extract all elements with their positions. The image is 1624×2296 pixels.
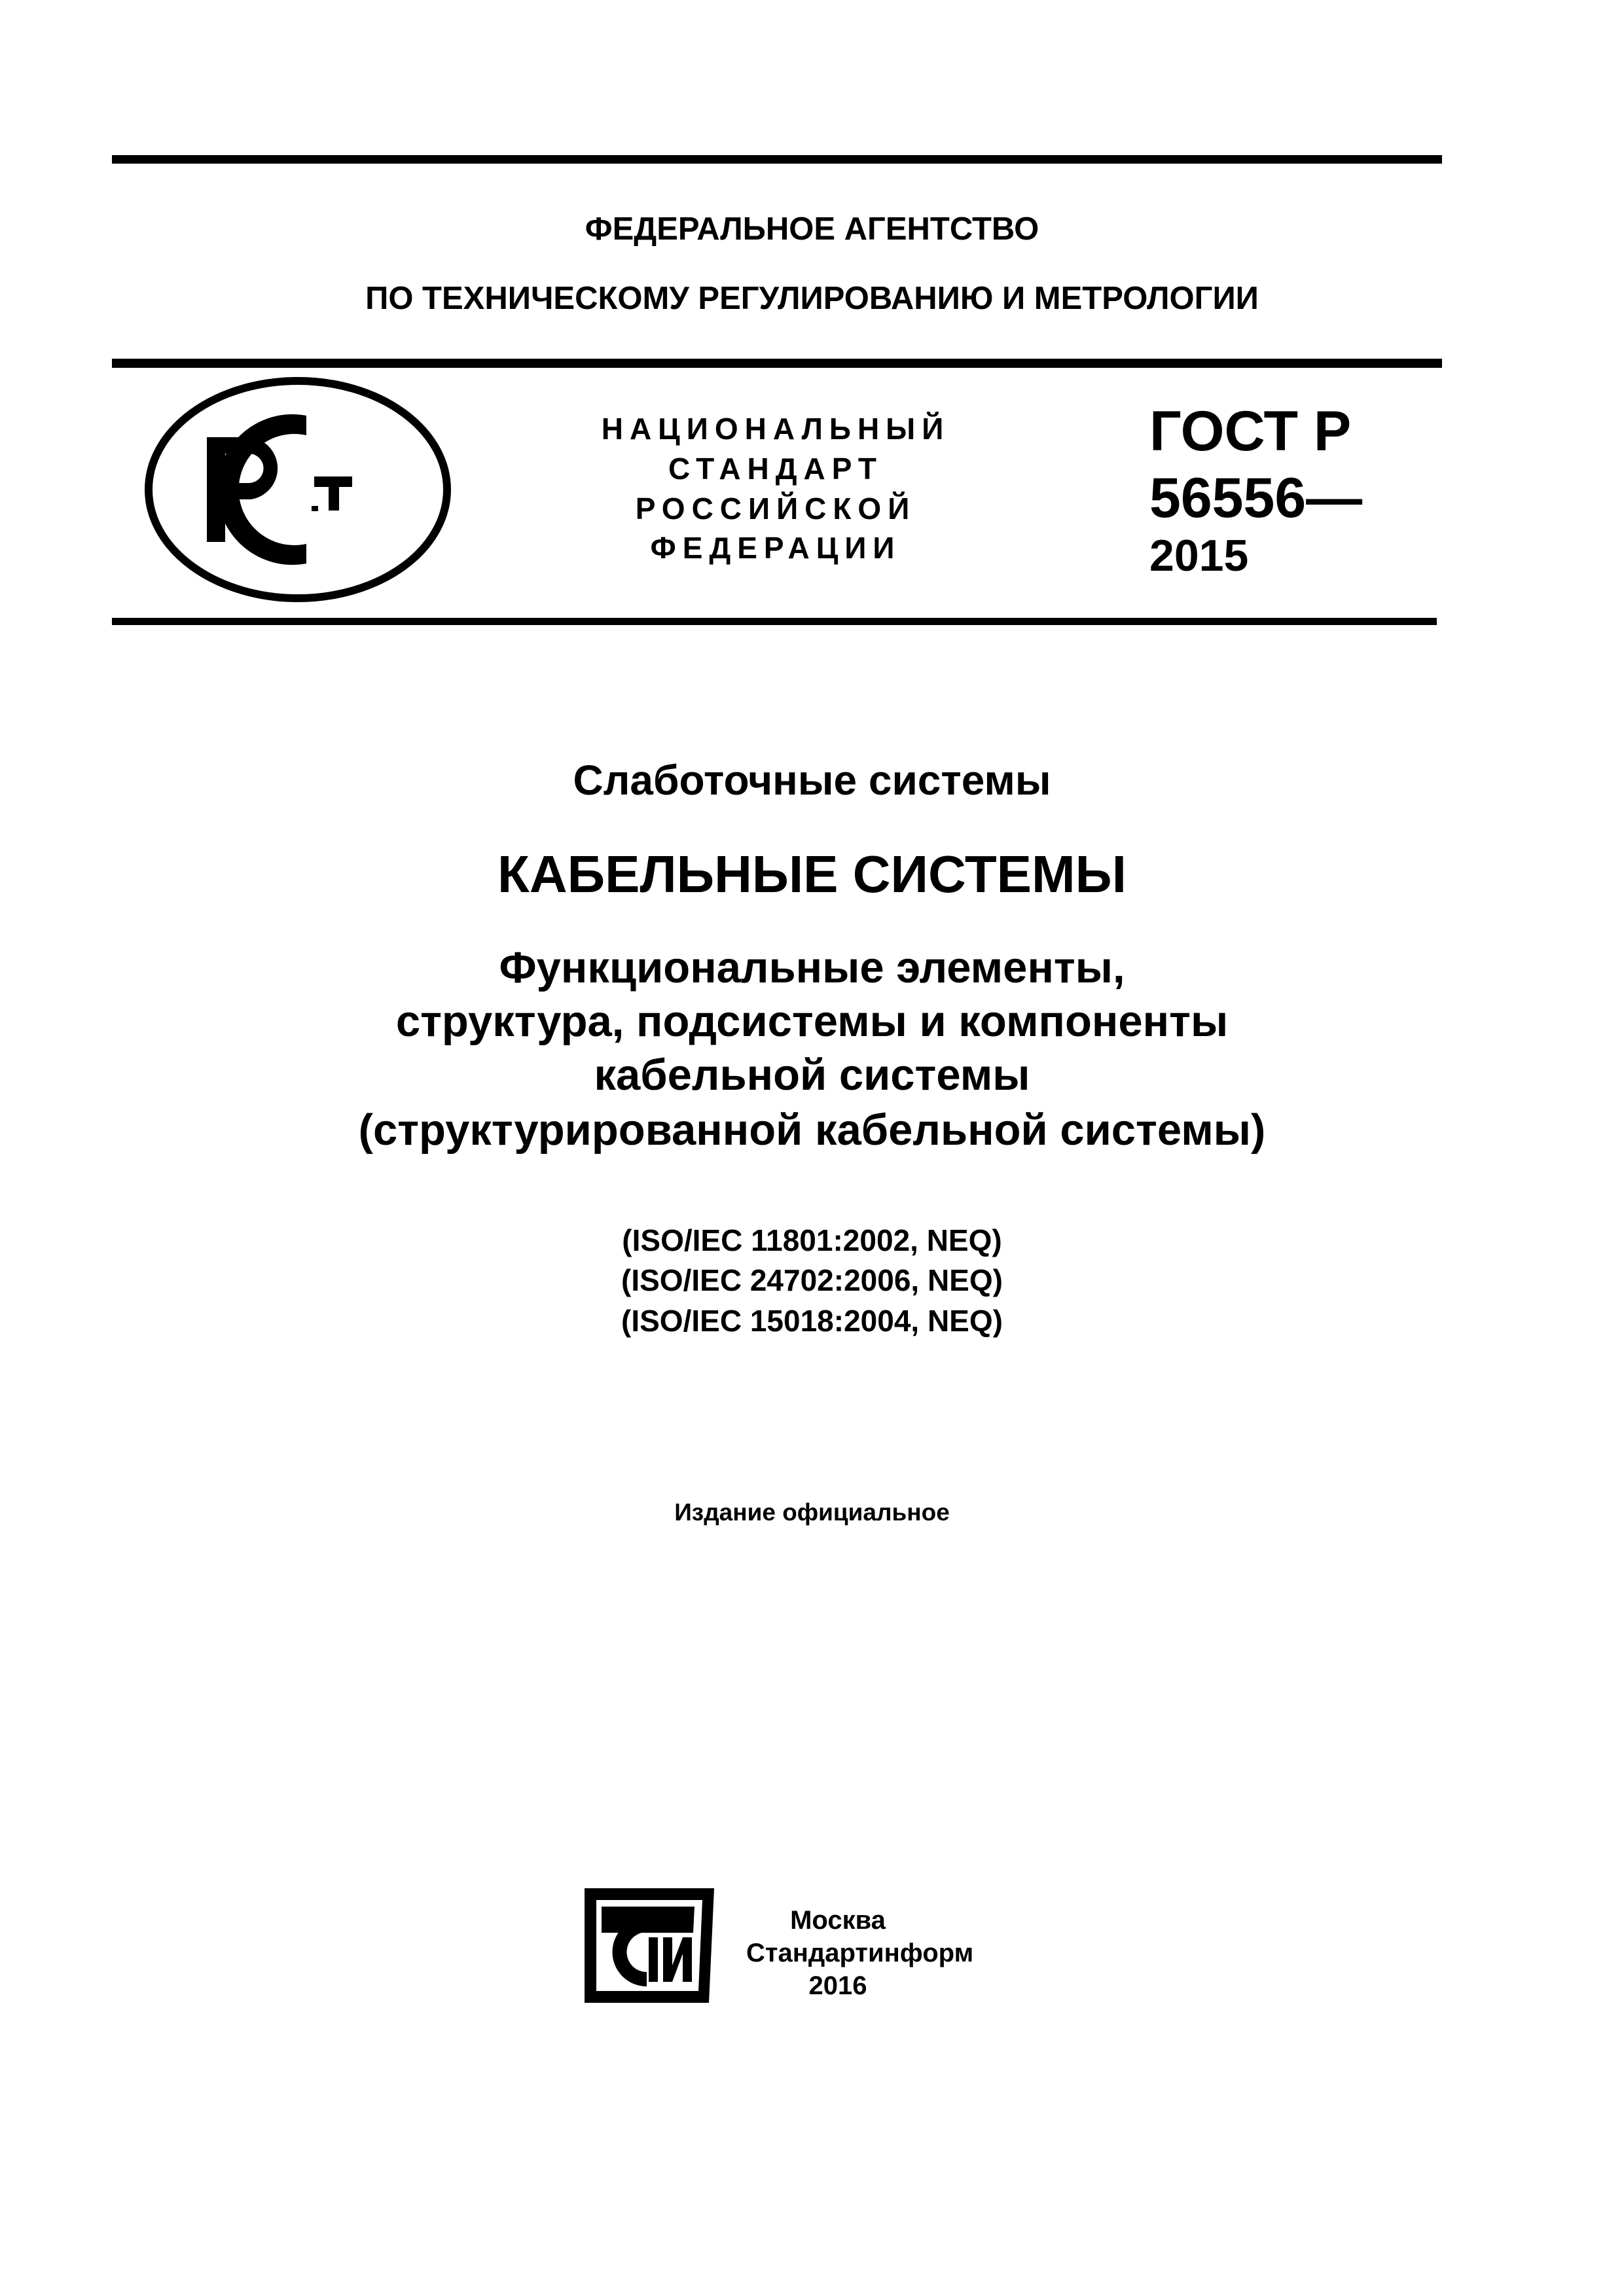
top-rule (112, 155, 1442, 164)
rst-logo-icon (143, 375, 453, 604)
title-sub-line: кабельной системы (594, 1050, 1030, 1100)
gost-number-line: 56556— (1149, 467, 1363, 529)
title-sub-line: (структурированной кабельной системы) (358, 1105, 1266, 1155)
national-standard-line: СТАНДАРТ (668, 452, 883, 486)
middle-rule (112, 359, 1442, 368)
bottom-rule (112, 618, 1437, 625)
title-main: КАБЕЛЬНЫЕ СИСТЕМЫ (497, 845, 1127, 903)
publisher-city: Москва (790, 1906, 886, 1935)
publisher-year: 2016 (808, 1971, 867, 2000)
national-standard-line: НАЦИОНАЛЬНЫЙ (601, 412, 950, 446)
title-sub-line: Функциональные элементы, (499, 943, 1125, 992)
gost-designation-line: ГОСТ Р (1149, 400, 1352, 463)
iso-reference: (ISO/IEC 15018:2004, NEQ) (621, 1304, 1003, 1338)
standartinform-logo-icon (585, 1888, 714, 2003)
national-standard-line: ФЕДЕРАЦИИ (650, 531, 901, 565)
title-sub-line: структура, подсистемы и компоненты (395, 997, 1229, 1046)
iso-reference: (ISO/IEC 24702:2006, NEQ) (621, 1263, 1003, 1297)
agency-name-line1: ФЕДЕРАЛЬНОЕ АГЕНТСТВО (585, 211, 1039, 247)
national-standard-line: РОССИЙСКОЙ (635, 492, 916, 526)
agency-name-line2: ПО ТЕХНИЧЕСКОМУ РЕГУЛИРОВАНИЮ И МЕТРОЛОГИИ (365, 281, 1259, 316)
title-small: Слаботочные системы (573, 757, 1051, 804)
publisher-name: Стандартинформ (746, 1939, 974, 1967)
iso-reference: (ISO/IEC 11801:2002, NEQ) (622, 1223, 1002, 1257)
edition-note: Издание официальное (674, 1499, 950, 1526)
gost-year-line: 2015 (1149, 531, 1249, 581)
